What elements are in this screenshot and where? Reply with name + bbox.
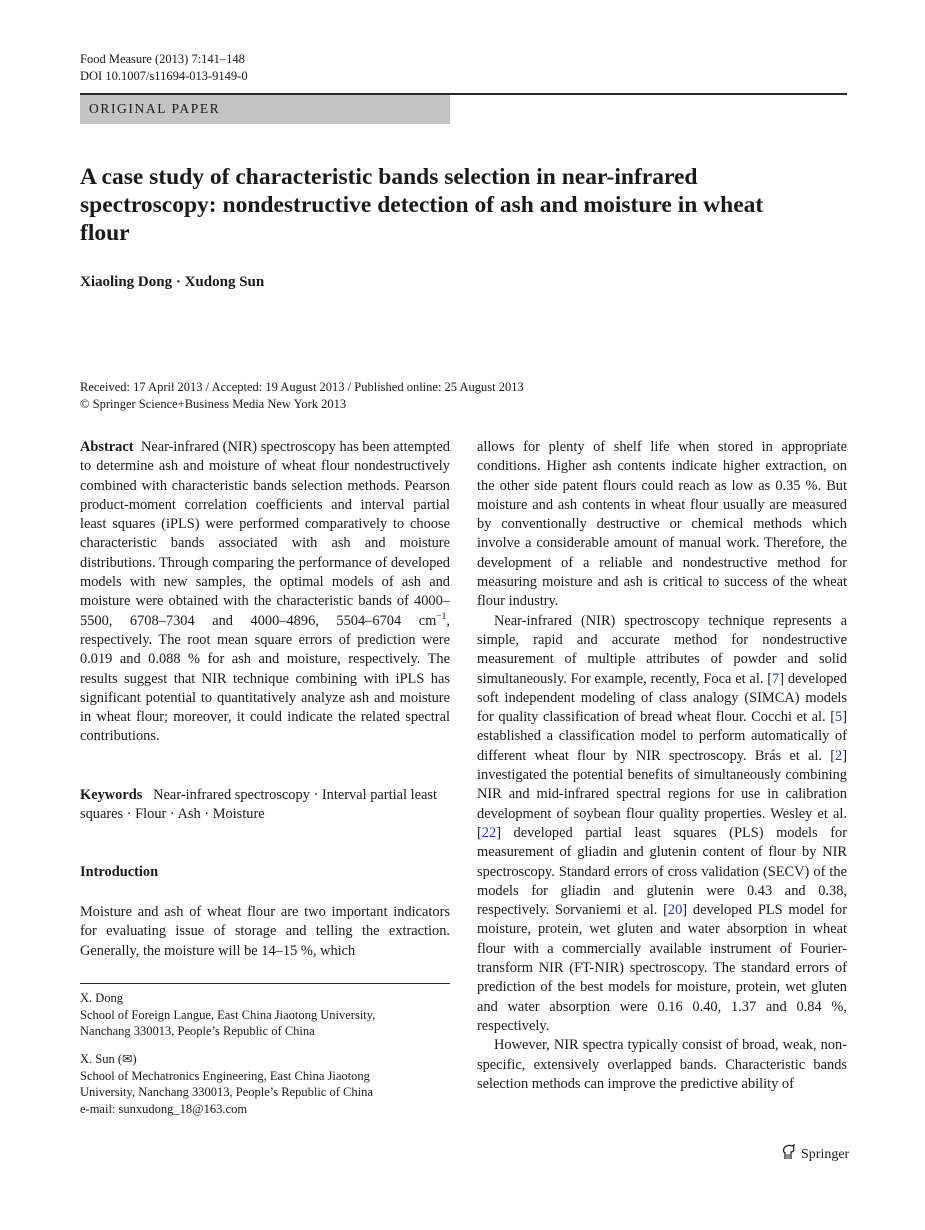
abstract-text: Near-infrared (NIR) spectroscopy has been attempted to determine ash and moisture of wheat flour nondestructively combined with characteristic bands selection methods. Pearson product-moment correlation coefficients and interval partial least squares (iPLS) were performed comparatively to choose characteristic bands associated with ash and moisture distributions. Through comparing the performance of developed models with new samples, the optimal models of ash and moisture were obtained with the characteristic bands of 4000–5500, 6708–7304 and 4000–4896, 5504–6704 cm [80,439,450,629]
affiliation-address: University, Nanchang 330013, People’s Republic of China [80,1085,373,1099]
citation-link[interactable]: 22 [481,824,497,841]
publisher-name: Springer [801,1146,850,1162]
affiliation-dong [80,990,450,1040]
affiliation-name: X. Dong [80,991,124,1005]
abstract-section [80,438,450,747]
introduction-heading: Introduction [80,864,159,880]
affiliation-sun [80,1051,450,1117]
affiliation-department: School of Foreign Langue, East China Jiaotong University, [80,1007,376,1022]
journal-citation [80,51,248,84]
keywords-list: Near-infrared spectroscopy · Interval partial least squares · Flour · Ash · Moisture [80,787,437,823]
body-paragraph-1: allows for plenty of shelf life when stored in appropriate conditions. Higher ash contents indicate higher extraction, on the other side patent flours could reach as low as 0.35 %. But moisture and ash contents in wheat flour usually are measured by conventionally destructive or chemical methods which involve a considerable amount of manual work. Therefore, the development of a reliable and nondestructive method for measuring moisture and ash is critical to success of the wheat flour industry. [477,439,847,610]
paragraph-text: ] developed partial least squares (PLS) models for measurement of gliadin and glutenin content of flour by NIR spectroscopy. Standard errors of cross validation (SECV) of the models for gliadin and glutenin were 0.43 and 0.38, respectively. Sorvaniemi et al. [ [477,824,847,919]
journal-doi: DOI 10.1007/s11694-013-9149-0 [80,68,248,83]
abstract-unit-superscript: −1 [436,611,447,622]
author-list: Xiaoling Dong · Xudong Sun [80,274,265,290]
affiliation-department: School of Mechatronics Engineering, East China Jiaotong [80,1068,370,1083]
introduction-text [80,903,450,961]
history-dates: Received: 17 April 2013 / Accepted: 19 August 2013 / Published online: 25 August 2013 [80,380,524,394]
paper-title: A case study of characteristic bands selection in near-infrared spectroscopy: nondestructive detection of ash and moisture in wheat flour [80,164,764,246]
body-paragraph-2 [477,612,847,1037]
citation-link[interactable]: 20 [667,902,683,919]
affiliation-name: X. Sun (✉) [80,1052,137,1066]
paragraph-text: Near-infrared (NIR) spectroscopy technique represents a simple, rapid and accurate method for nondestructive measurement of multiple attributes of powder and solid simultaneously. For example, recently, Foca et al. [ [477,612,847,687]
publication-history [80,379,524,412]
introduction-paragraph: Moisture and ash of wheat flour are two important indicators for evaluating issue of storage and telling the extraction. Generally, the moisture will be 14–15 %, which [80,904,450,959]
paragraph-text: ] established a classification model to perform automatically of different wheat flour by NIR spectroscopy. Brás et al. [ [477,709,847,764]
springer-horse-icon [781,1144,796,1165]
body-paragraph-3: However, NIR spectra typically consist of broad, weak, non-specific, extensively overlapped bands. Characteristic bands selection methods can improve the predictive ability of [477,1037,847,1092]
publisher-footer [781,1144,849,1165]
corresponding-email[interactable]: e-mail: sunxudong_18@163.com [80,1101,248,1116]
citation-link[interactable]: 2 [835,747,843,764]
citation-link[interactable]: 7 [772,670,780,687]
paragraph-text: ] developed PLS model for moisture, protein, wet gluten and water absorption in wheat flour with a commercially available instrument of Fourier-transform NIR (FT-NIR) spectroscopy. The standard errors of prediction of the best models for moisture, protein, wet gluten and water absorption were 0.16 0.40, 1.37 and 0.84 %, respectively. [477,902,847,1034]
affiliation-rule [80,983,450,984]
body-right-column [477,438,847,1094]
abstract-label: Abstract [80,439,134,455]
affiliation-address: Nanchang 330013, People’s Republic of China [80,1024,315,1038]
paragraph-text: ] developed soft independent modeling of class analogy (SIMCA) models for quality classification of bread wheat flour. Cocchi et al. [ [477,670,847,726]
article-type-label: ORIGINAL PAPER [89,101,221,116]
citation-link[interactable]: 5 [835,709,843,726]
abstract-text-continued: , respectively. The root mean square errors of prediction were 0.019 and 0.088 % for ash and moisture, respectively. The results suggest that NIR technique combining with iPLS has significant potential to quantitatively analyze ash and moisture in wheat flour; moreover, it could indicate the related spectral contributions. [80,612,450,745]
keywords-label: Keywords [80,787,143,803]
article-type-banner [80,95,450,124]
keywords-section [80,786,450,825]
copyright-line: © Springer Science+Business Media New York 2013 [80,396,347,411]
journal-volume: Food Measure (2013) 7:141–148 [80,52,245,66]
paragraph-text: ] investigated the potential benefits of simultaneously combining NIR and mid-infrared spectral regions for use in calibration development of soybean flour quality properties. Wesley et al. [ [477,747,847,841]
